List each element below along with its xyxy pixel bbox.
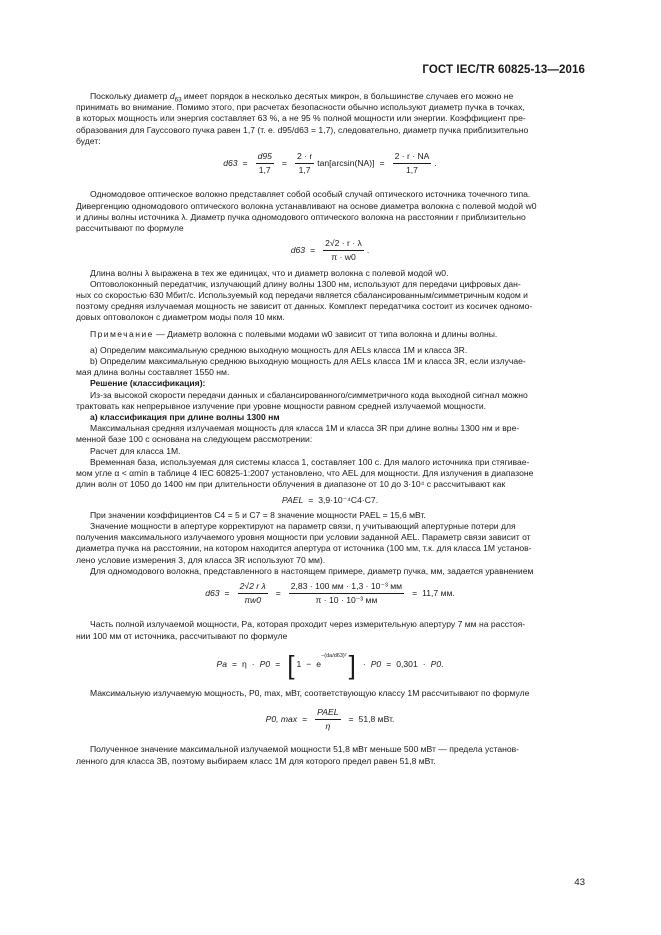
para3-line5: довых оптоволокон с диаметром моды поля 10 мкм. (76, 312, 285, 323)
formula-d63-gaussian (76, 151, 584, 176)
formula5-value: 0,301 (396, 659, 418, 670)
formula5-eq: = (231, 659, 238, 670)
formula1-fraction2 (295, 151, 314, 176)
para4-line6: Для одномодового волокна, представленного в настоящем примере, диаметр пучка, мм, задается уравнением (90, 565, 534, 576)
formula6-lhs: P0, max (265, 714, 298, 725)
formula4-lhs: d63 (205, 588, 220, 599)
para1-l4-pre: образования для Гауссового пучка равен 1,7 (т. е. (76, 124, 278, 135)
right-bracket: ] (348, 649, 356, 680)
formula3-rhs: 3,9·10⁻⁴C4·C7. (318, 494, 379, 505)
formula1-tan: tan[arcsin(NA)] (317, 158, 375, 169)
note-label: Примечание (90, 328, 154, 339)
formula-p0-max (76, 707, 584, 732)
formula5-p0-2: P0 (370, 659, 382, 670)
solution-m2: менной базе 100 с основана на следующем рассмотрении: (76, 434, 313, 445)
formula5-end: . (441, 659, 444, 670)
solution-heading: Решение (классификация): (90, 378, 206, 389)
para2-line3: и длины волны источника λ. Диаметр пучка одномодового оптического волокна на расстоянии r приблизительно (76, 211, 526, 222)
formula1-fraction3 (393, 151, 432, 176)
formula1-eq3: = (379, 158, 385, 169)
formula4-fraction1 (238, 581, 268, 606)
para1-rest: имеет порядок в несколько десятых микрон, в большинстве случаев его можно не (181, 91, 514, 101)
page-number: 43 (574, 877, 585, 888)
solution-line1: Из-за высокой скорости передачи данных и сбалансированного/симметричного кода выходной сигнал можно (90, 389, 528, 400)
note (76, 329, 584, 340)
formula-d63-numeric (76, 581, 584, 606)
solution-m1: Максимальная средняя излучаемая мощность для класса 1М и класса 3R при длине волны 1300 нм и вре- (90, 423, 520, 434)
formula6-eq2: = (348, 714, 354, 725)
note-text: — Диаметр волокна с полевыми модами w0 зависит от типа волокна и длины волны. (153, 328, 498, 339)
formula4-fraction2 (289, 581, 404, 606)
document-code-header: ГОСТ IEC/TR 60825-13—2016 (422, 64, 585, 76)
para4-line1: При значении коэффициентов C4 = 5 и C7 = 8 значение мощности PAEL = 15,6 мВт. (90, 509, 426, 520)
solution-t2: мом угле α < αmin в таблице 4 IEC 60825-1:2007 установлено, что AEL для мощности. Для излучения в диапазоне (76, 468, 534, 479)
para2-line2: Дивергенцию одномодового оптического волокна устанавливают на основе диаметра волокна с полевой модой w0 (76, 200, 537, 211)
formula6-fraction (315, 707, 340, 732)
para5-line1: Часть полной излучаемой мощности, Pa, которая проходит через измерительную апертуру 7 мм на расстоя- (90, 619, 526, 630)
formula1-f1-num: d95 (256, 151, 274, 164)
formula1-f3-num: 2 · r · NA (393, 151, 432, 164)
para2-line1: Одномодовое оптическое волокно представляет собой особый случай оптического источника точечного типа. (90, 189, 531, 200)
para1-line2: принимать во внимание. Помимо этого, при расчетах безопасности обычно используют диаметр пучка в точках, (76, 102, 525, 113)
para7-line1: Полученное значение максимальной излучаемой мощности 51,8 мВт меньше 500 мВт — предела установ- (90, 744, 520, 755)
para4-line4: диаметра пучка на расстоянии, на котором находится апертура от источника (100 мм, т.к. для класса 1М установ- (76, 543, 532, 554)
para1-symbol-sub: 63 (174, 96, 182, 104)
formula1-f2-den: 1,7 (298, 165, 311, 176)
para4-line5: лено условие измерения 3, для класса 3R используют 70 мм). (76, 554, 326, 565)
formula1-eq1: = (242, 158, 248, 169)
formula1-f1-den: 1,7 (258, 165, 271, 176)
para5-line2: нии 100 мм от источника, рассчитывают по формуле (76, 630, 288, 641)
solution-t1: Временная база, используемая для системы класса 1, составляет 100 с. Для малого источника при стягивае- (90, 456, 530, 467)
formula2-end: . (366, 245, 370, 256)
formula4-f1-num: 2√2 r λ (238, 581, 268, 594)
formula4-eq3: = (412, 588, 418, 599)
para3-line3: ных со скоростью 630 Мбит/с. Используемый код передачи является сбалансированным/симметричным кодом и (76, 290, 528, 301)
formula4-result: 11,7 мм. (422, 588, 455, 599)
para3-line1: Длина волны λ выражена в тех же единицах, что и диаметр волокна с полевой модой w0. (90, 267, 449, 278)
para1-line3: в которых мощность или энергия составляет 63 %, а не 95 % полной мощности или энергии. Коэффициент пре- (76, 113, 526, 124)
formula2-eq: = (310, 245, 316, 256)
para1-symbol-d: d (169, 91, 175, 101)
formula-pa (76, 649, 584, 680)
formula4-eq1: = (224, 588, 230, 599)
formula5-one: 1 (296, 659, 302, 670)
formula5-exponent: −(da/d63)² (321, 653, 347, 660)
formula5-minus: − (306, 659, 312, 670)
formula2-num: 2√2 · r · λ (323, 238, 364, 251)
formula5-e: e (316, 659, 322, 670)
formula4-f2-num: 2,83 · 100 мм · 1,3 · 10⁻³ мм (289, 581, 404, 594)
para1-l4-expr: d95/d63 = 1,7 (277, 124, 331, 135)
formula5-dot2: · (362, 659, 366, 670)
formula5-p0-3: P0 (430, 659, 442, 670)
formula-pael (76, 495, 584, 506)
para4-line3: получения максимального излучаемого уровня мощности при условии заданной AEL. Параметр связи зависит от (76, 532, 531, 543)
formula5-dot3: · (422, 659, 426, 670)
formula6-result: 51,8 мВт. (358, 714, 395, 725)
formula-d63-single-mode (76, 238, 584, 263)
solution-t3: длин волн от 1050 до 1400 нм при длительности облучения в диапазоне от 10 до 3·10⁴ с рассчитывают как (76, 479, 506, 490)
formula1-eq2: = (281, 158, 287, 169)
formula4-f1-den: πw0 (244, 595, 262, 606)
formula5-dot1: · (251, 659, 255, 670)
para1-pre: Поскольку диаметр (90, 91, 170, 101)
para7-line2: ленного для класса 3В, поэтому выбираем класс 1М для которого предел равен 51,8 мВт. (76, 755, 436, 766)
solution-line2: трактовать как непрерывное излучение при уровне мощности равном средней излучаемой мощности. (76, 400, 487, 411)
formula3-eq: = (308, 494, 314, 505)
para3-line2: Оптоволоконный передатчик, излучающий длину волны 1300 нм, используют для передачи цифровых дан- (90, 278, 521, 289)
formula1-f2-num: 2 · r (295, 151, 314, 164)
formula1-f3-den: 1,7 (406, 165, 418, 176)
item-b-line2: мая длина волны составляет 1550 нм. (76, 367, 230, 378)
formula2-fraction (323, 238, 364, 263)
formula4-f2-den: π · 10 · 10⁻³ мм (315, 595, 378, 606)
formula5-eq2: = (275, 659, 281, 670)
formula1-end: . (434, 158, 437, 169)
formula1-lhs: d63 (223, 158, 238, 169)
item-a: а) Определим максимальную среднюю выходную мощность для AELs класса 1М и класса 3R. (90, 344, 468, 355)
para1-line1 (76, 91, 584, 102)
formula2-den: π · w0 (331, 252, 356, 263)
formula5-eta: η (242, 659, 247, 670)
formula6-num: PAEL (315, 707, 340, 720)
solution-calc: Расчет для класса 1М. (90, 445, 181, 456)
formula6-eq: = (302, 714, 308, 725)
formula6-den: η (325, 721, 331, 732)
para6-line1: Максимальную излучаемую мощность, P0, max, мВт, соответствующую классу 1М рассчитывают по формуле (90, 687, 530, 698)
formula4-eq2: = (275, 588, 281, 599)
para1-line4 (76, 125, 584, 136)
para1-line5: будет: (76, 135, 101, 146)
solution-subheading: а) классификация при длине волны 1300 нм (90, 412, 280, 423)
document-body (76, 91, 584, 767)
para3-line4: поэтому средняя излучаемая мощность не зависит от данных. Комплект передатчика состоит из косичек одномо- (76, 301, 533, 312)
formula3-lhs: PAEL (281, 494, 304, 505)
formula5-lhs: Pa (216, 659, 227, 670)
formula1-fraction1 (256, 151, 274, 176)
left-bracket: [ (287, 649, 295, 680)
formula5-eq3: = (386, 659, 392, 670)
para4-line2: Значение мощности в апертуре корректируют на параметр связи, η учитывающий апертурные потери для (90, 520, 516, 531)
para2-line4: рассчитывают по формуле (76, 223, 184, 234)
item-b-line1: b) Определим максимальную среднюю выходную мощность для AELs класса 1М и класса 3R, если излучае- (90, 356, 526, 367)
formula5-p0: P0 (259, 659, 271, 670)
formula2-lhs: d63 (290, 245, 306, 256)
para1-l4-rest: ), следовательно, диаметр пучка приблизительно (330, 124, 529, 135)
